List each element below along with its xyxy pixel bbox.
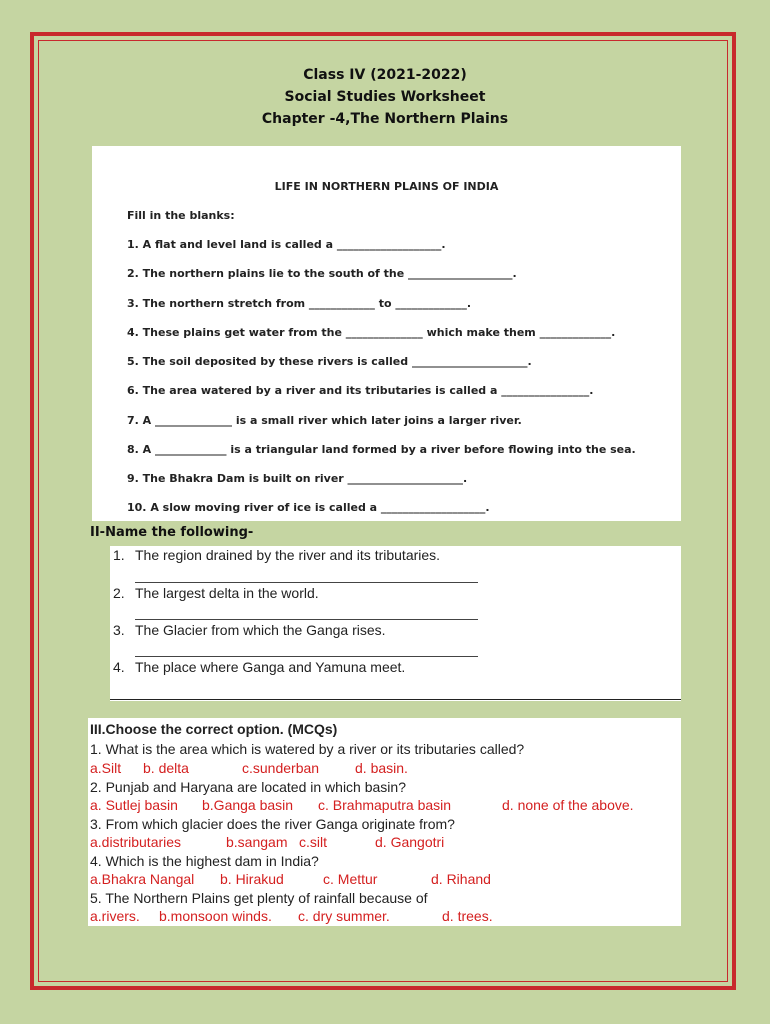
- answer-line: [135, 582, 478, 583]
- list-item: [113, 622, 386, 638]
- fib-question: 3. The northern stretch from ____________ to _____________.: [127, 297, 472, 310]
- item-text: The region drained by the river and its tributaries.: [135, 547, 441, 563]
- answer-line: [110, 699, 681, 700]
- answer-line: [135, 619, 478, 620]
- item-number: 4.: [113, 659, 125, 675]
- name-following-section: [110, 546, 681, 701]
- mcq-option: d. basin.: [355, 760, 408, 776]
- fib-question: 7. A ______________ is a small river which later joins a larger river.: [127, 414, 522, 427]
- mcq-section: [88, 718, 681, 926]
- mcq-option: b. delta: [143, 760, 189, 776]
- item-number: 1.: [113, 547, 125, 563]
- chapter-title: Chapter -4,The Northern Plains: [261, 111, 509, 127]
- item-text: The Glacier from which the Ganga rises.: [135, 622, 386, 638]
- mcq-option: a.distributaries: [90, 834, 182, 850]
- mcq-option: b.sangam: [226, 834, 288, 850]
- mcq-question: 4. Which is the highest dam in India?: [90, 853, 319, 869]
- mcq-option: c.silt: [299, 834, 327, 850]
- section-title: LIFE IN NORTHERN PLAINS OF INDIA: [274, 180, 499, 193]
- fib-question: 2. The northern plains lie to the south of the ___________________.: [127, 267, 517, 280]
- fib-question: 6. The area watered by a river and its tributaries is called a ________________.: [127, 384, 594, 397]
- mcq-option: a.rivers.: [90, 908, 140, 924]
- fib-question: 10. A slow moving river of ice is called a ___________________.: [127, 501, 490, 514]
- item-text: The largest delta in the world.: [135, 585, 319, 601]
- mcq-option: d. none of the above.: [502, 797, 634, 813]
- list-item: [113, 547, 440, 563]
- mcq-option: b.Ganga basin: [202, 797, 294, 813]
- mcq-option: a.Silt: [90, 760, 122, 776]
- section-title: III.Choose the correct option. (MCQs): [90, 721, 338, 737]
- mcq-option: b.monsoon winds.: [159, 908, 272, 924]
- list-item: [113, 585, 319, 601]
- fill-in-blanks-section: [92, 146, 681, 521]
- item-number: 2.: [113, 585, 125, 601]
- fib-question: 5. The soil deposited by these rivers is called _____________________.: [127, 355, 532, 368]
- fib-question: 1. A flat and level land is called a ___________________.: [127, 238, 446, 251]
- mcq-option: d. Gangotri: [375, 834, 445, 850]
- worksheet-header: [0, 64, 770, 130]
- mcq-question: 5. The Northern Plains get plenty of rainfall because of: [90, 890, 428, 906]
- mcq-option: b. Hirakud: [220, 871, 284, 887]
- mcq-option: d. Rihand: [431, 871, 491, 887]
- class-title: Class IV (2021-2022): [303, 67, 467, 83]
- mcq-option: c. dry summer.: [298, 908, 390, 924]
- section-subtitle: Fill in the blanks:: [127, 209, 235, 222]
- mcq-question: 2. Punjab and Haryana are located in which basin?: [90, 779, 406, 795]
- mcq-option: c.sunderban: [242, 760, 320, 776]
- fib-question: 9. The Bhakra Dam is built on river _____________________.: [127, 472, 468, 485]
- mcq-option: d. trees.: [442, 908, 493, 924]
- fib-question: 4. These plains get water from the ______________ which make them _____________.: [127, 326, 616, 339]
- item-text: The place where Ganga and Yamuna meet.: [135, 659, 406, 675]
- list-item: [113, 659, 405, 675]
- answer-line: [135, 656, 478, 657]
- mcq-option: c. Mettur: [323, 871, 378, 887]
- mcq-option: a.Bhakra Nangal: [90, 871, 195, 887]
- item-number: 3.: [113, 622, 125, 638]
- fib-question: 8. A _____________ is a triangular land formed by a river before flowing into the sea.: [127, 443, 636, 456]
- name-following-title: II-Name the following-: [90, 525, 254, 540]
- mcq-option: c. Brahmaputra basin: [318, 797, 452, 813]
- mcq-question: 1. What is the area which is watered by a river or its tributaries called?: [90, 741, 525, 757]
- mcq-option: a. Sutlej basin: [90, 797, 178, 813]
- subject-title: Social Studies Worksheet: [284, 89, 486, 105]
- mcq-question: 3. From which glacier does the river Ganga originate from?: [90, 816, 455, 832]
